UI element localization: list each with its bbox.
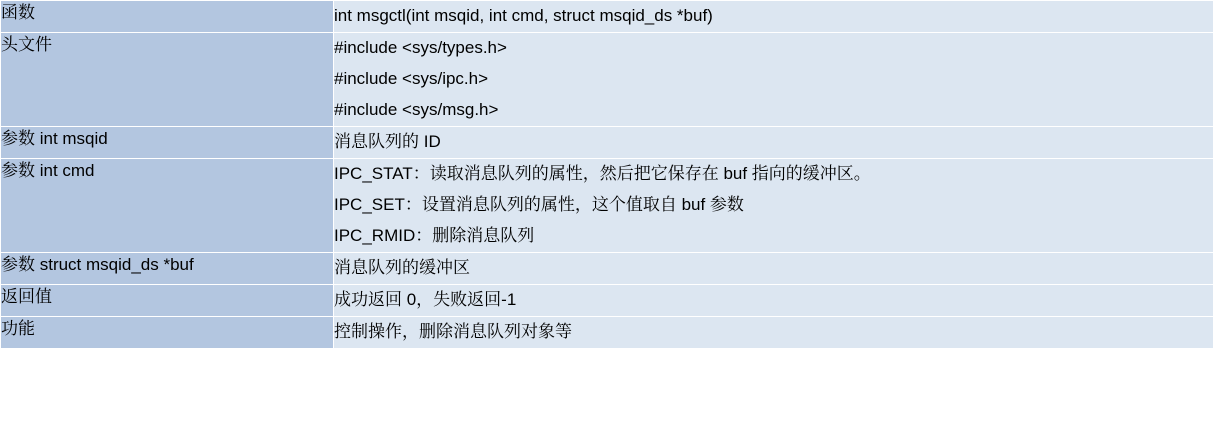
table-row (1, 1, 1214, 33)
row-label-param-buf (1, 253, 334, 285)
row-label-text: 函数 (1, 3, 35, 22)
value-line: IPC_RMID：删除消息队列 (334, 226, 535, 245)
table-row (1, 253, 1214, 285)
row-value-functionality (334, 317, 1214, 349)
row-label-functionality (1, 317, 334, 349)
table-row (1, 317, 1214, 349)
table-row (1, 285, 1214, 317)
value-line: int msgctl(int msqid, int cmd, struct msqid_ds *buf) (334, 6, 713, 25)
row-label-return-value (1, 285, 334, 317)
value-line: 控制操作，删除消息队列对象等 (334, 322, 572, 341)
row-label-headers (1, 33, 334, 127)
row-value-return-value (334, 285, 1214, 317)
row-value-headers (334, 33, 1214, 127)
value-line: 成功返回 0，失败返回-1 (334, 290, 517, 309)
table-row (1, 33, 1214, 127)
table-body (1, 1, 1214, 349)
row-label-param-msqid (1, 127, 334, 159)
row-label-text: 功能 (1, 319, 35, 338)
row-label-param-cmd (1, 159, 334, 253)
row-label-text: 参数 struct msqid_ds *buf (1, 255, 194, 274)
row-label-text: 参数 int cmd (1, 161, 95, 180)
row-value-param-cmd (334, 159, 1214, 253)
row-value-param-buf (334, 253, 1214, 285)
table-row (1, 127, 1214, 159)
row-label-text: 头文件 (1, 35, 52, 54)
value-line: 消息队列的 ID (334, 132, 441, 151)
table-row (1, 159, 1214, 253)
row-value-param-msqid (334, 127, 1214, 159)
value-line: IPC_SET：设置消息队列的属性，这个值取自 buf 参数 (334, 195, 744, 214)
value-line: #include <sys/ipc.h> (334, 69, 489, 88)
row-label-text: 返回值 (1, 287, 52, 306)
value-line: #include <sys/msg.h> (334, 100, 499, 119)
row-label-text: 参数 int msqid (1, 129, 108, 148)
value-line: #include <sys/types.h> (334, 38, 507, 57)
row-value-function (334, 1, 1214, 33)
row-label-function (1, 1, 334, 33)
value-line: 消息队列的缓冲区 (334, 258, 470, 277)
value-line: IPC_STAT：读取消息队列的属性，然后把它保存在 buf 指向的缓冲区。 (334, 164, 871, 183)
